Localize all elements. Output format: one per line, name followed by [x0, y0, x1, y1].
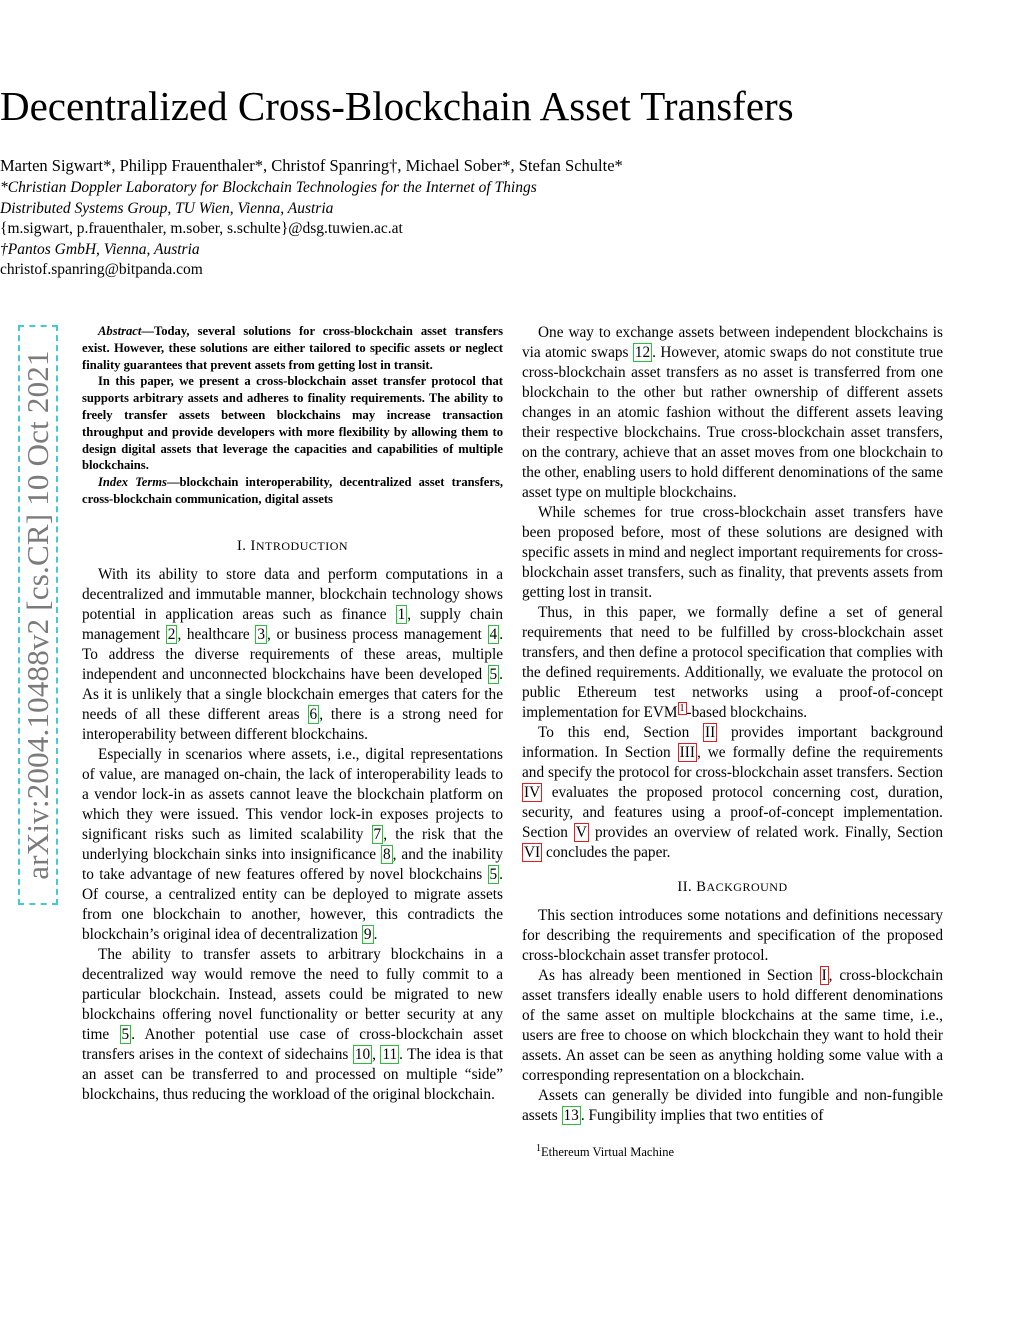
citation-link[interactable]: 5: [121, 1025, 130, 1043]
paper-title: Decentralized Cross-Blockchain Asset Transfers: [0, 83, 794, 129]
citation-link[interactable]: 13: [563, 1107, 579, 1124]
abstract-label: Abstract: [98, 324, 142, 338]
affiliation-2: Distributed Systems Group, TU Wien, Vienna, Austria: [0, 200, 334, 217]
right-paragraph-3: Thus, in this paper, we formally define a set of general requirements that need to be fulfilled by cross-blockchain asset transfers, and then define a protocol specification that complies with the defined requirements. Additionally, we evaluate the protocol on public Ethereum test networks using a proof-of-concept implementation for EVM $^1$ -based blockchains.: [522, 604, 943, 721]
citation-link[interactable]: 5: [489, 865, 498, 883]
footnote-link[interactable]: 1: [679, 702, 685, 714]
section-link[interactable]: V: [575, 824, 587, 841]
citation-link[interactable]: 5: [489, 665, 498, 683]
citation-link[interactable]: 8: [383, 845, 391, 863]
right-paragraph-2: While schemes for true cross-blockchain asset transfers have been proposed before, most of these solutions are designed with specific assets in mind and neglect important requirements for cross-blockchain asset transfers, such as finality, that prevents assets from getting lost in transit.: [522, 504, 943, 601]
citation-link[interactable]: 6: [309, 705, 318, 723]
footnote: $^1$Ethereum Virtual Machine: [536, 1142, 675, 1159]
citation-link[interactable]: 12: [634, 344, 651, 361]
author-list: Marten Sigwart*, Philipp Frauenthaler*, Christof Spanring†, Michael Sober*, Stefan Schulte*: [0, 156, 623, 175]
citation-link[interactable]: 4: [489, 625, 498, 643]
background-paragraph-1: This section introduces some notations and definitions necessary for describing the requirements and specification of the proposed cross-blockchain asset transfer protocol.: [522, 907, 943, 964]
section-heading-background: II. BACKGROUND: [677, 879, 788, 895]
section-link[interactable]: IV: [524, 784, 541, 801]
citation-link[interactable]: 3: [257, 625, 265, 643]
right-paragraph-4: To this end, Section II provides important background information. In Section III , we formally define the requirements and specify the protocol for cross-blockchain asset transfers. Section IV evaluates the proposed protocol concerning cost, duration, security, and features using a proof-of-concept implementation. Section V provides an overview of related work. Finally, Section VI concludes the paper.: [522, 724, 944, 861]
citation-link[interactable]: 1: [397, 605, 406, 623]
abstract-paragraph: Abstract—Today, several solutions for cross-blockchain asset transfers exist. However, these solutions are either tailored to specific assets or neglect finality guarantees that prevent assets from getting lost in transit.: [82, 324, 503, 372]
affiliation-3: †Pantos GmbH, Vienna, Austria: [0, 241, 200, 258]
affiliation-1: *Christian Doppler Laboratory for Blockchain Technologies for the Internet of Things: [0, 179, 537, 196]
citation-link[interactable]: 10: [354, 1045, 371, 1063]
section-link[interactable]: III: [679, 744, 695, 761]
intro-paragraph-3: The ability to transfer assets to arbitrary blockchains in a decentralized way would remove the need to fully commit to a particular blockchain. Instead, assets could be migrated to new blockchains offering novel functionality or better security at any time 5 . Another potential use case of cross-blockchain asset transfers arises in the context of sidechains 10 , 11 . The idea is that an asset can be transferred to and processed on multiple “side” blockchains, thus reducing the workload of the original blockchain.: [82, 945, 504, 1103]
intro-paragraph-1: With its ability to store data and perform computations in a decentralized and immutable manner, blockchain technology shows potential in application areas such as finance 1 , supply chain management 2 , healthcare 3 , or business process management 4 . To address the diverse requirements of these areas, multiple independent and unconnected blockchains have been developed 5 . As it is unlikely that a single blockchain emerges that caters for the needs of all these different areas 6 , there is a strong need for interoperability between different blockchains.: [82, 565, 504, 743]
section-link[interactable]: I: [821, 967, 827, 984]
citation-link[interactable]: 2: [167, 625, 176, 643]
arxiv-identifier: arXiv:2004.10488v2 [cs.CR] 10 Oct 2021: [20, 350, 55, 880]
index-terms: Index Terms—blockchain interoperability, decentralized asset transfers, cross-blockchain communication, digital assets: [82, 475, 503, 506]
abstract-paragraph-2: In this paper, we present a cross-blockchain asset transfer protocol that supports arbitrary assets and adheres to finality requirements. The ability to freely transfer assets between blockchains may increase transaction throughput and provide developers with more flexibility by allowing them to design digital assets that leverage the capacities and capabilities of multiple blockchains.: [82, 374, 503, 473]
background-paragraph-3: Assets can generally be divided into fungible and non-fungible assets 13 . Fungibility implies that two entities of: [522, 1087, 943, 1124]
citation-link[interactable]: 11: [382, 1045, 398, 1063]
affiliation-emails: {m.sigwart, p.frauenthaler, m.sober, s.schulte}@dsg.tuwien.ac.at: [0, 220, 403, 237]
left-column: [82, 323, 503, 1105]
right-paragraph-1: One way to exchange assets between independent blockchains is via atomic swaps 12 . However, atomic swaps do not constitute true cross-blockchain asset transfers as no asset is transferred from one blockchain to the other but rather ownership of different assets changes in an atomic fashion without the different assets leaving their respective blockchains. True cross-blockchain asset transfers, on the contrary, achieve that an asset moves from one blockchain to the other, enabling users to hold different denominations of the same asset type on multiple blockchains.: [522, 324, 943, 501]
section-heading-introduction: I. INTRODUCTION: [236, 537, 349, 554]
affiliation-email-2: christof.spanring@bitpanda.com: [0, 261, 203, 278]
section-link[interactable]: VI: [524, 844, 541, 861]
index-terms-label: Index Terms: [98, 475, 167, 490]
arxiv-side-stamp: [18, 325, 58, 905]
right-column: [522, 323, 943, 1160]
section-link[interactable]: II: [705, 724, 716, 741]
citation-link[interactable]: 9: [363, 925, 372, 943]
intro-paragraph-2: Especially in scenarios where assets, i.e., digital representations of value, are managed on-chain, the lack of interoperability leads to a vendor lock-in as assets cannot leave the blockchain platform on which they were issued. This vendor lock-in exposes projects to significant risks such as limited scalability 7 , the risk that the underlying blockchain sinks into insignificance 8 , and the inability to take advantage of new features offered by novel blockchains 5 . Of course, a centralized entity can be deployed to migrate assets from one blockchain to another, however, this contradicts the blockchain’s original idea of decentralization 9 .: [82, 745, 503, 943]
citation-link[interactable]: 7: [373, 825, 382, 843]
background-paragraph-2: As has already been mentioned in Section I , cross-blockchain asset transfers ideally enable users to hold different denominations of the same asset on multiple blockchains at the same time, i.e., users are free to choose on which blockchain they want to hold their assets. An asset can be seen as anything holding some value with a corresponding representation on a blockchain.: [522, 967, 943, 1084]
